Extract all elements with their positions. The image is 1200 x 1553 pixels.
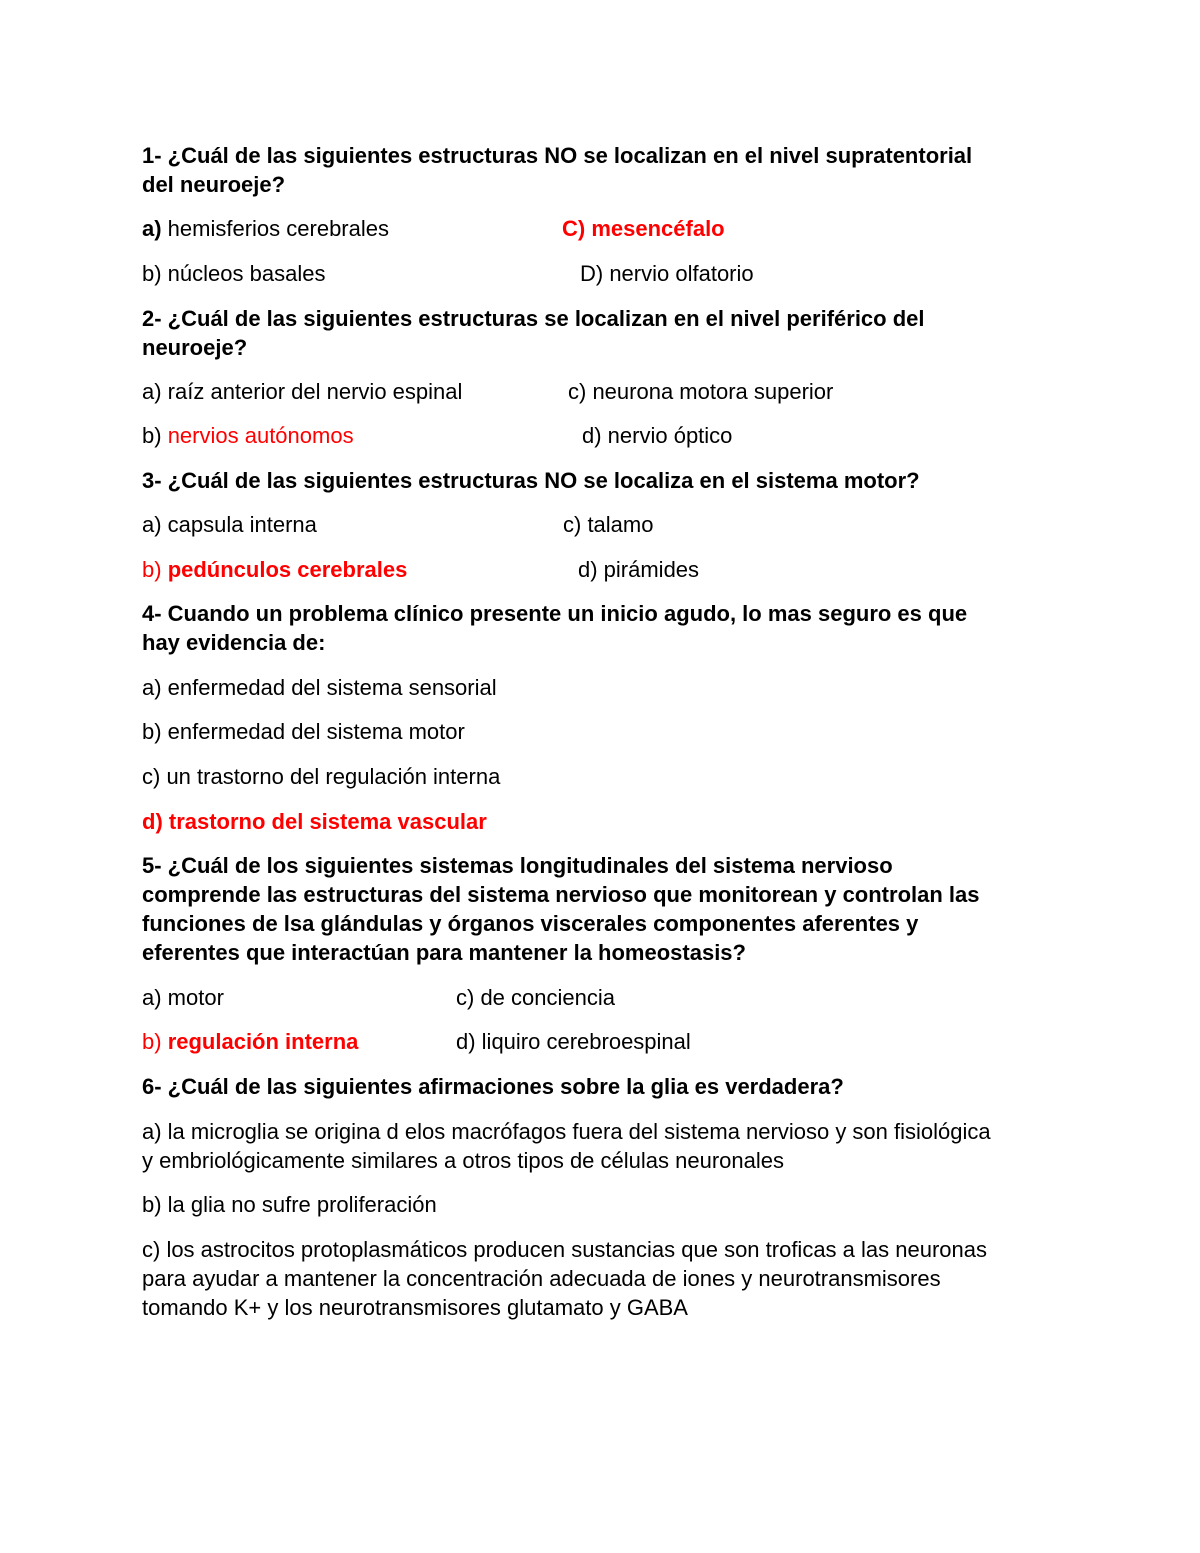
question-5-option-b-prefix: b) bbox=[142, 1029, 168, 1054]
question-3-option-b-prefix: b) bbox=[142, 557, 168, 582]
question-1-option-a-text: hemisferios cerebrales bbox=[161, 216, 389, 241]
question-2-option-a: a) raíz anterior del nervio espinal bbox=[142, 379, 463, 404]
question-2-option-b-answer: nervios autónomos bbox=[167, 423, 354, 448]
question-1-option-b: b) núcleos basales bbox=[142, 261, 326, 286]
question-3-option-b bbox=[142, 555, 407, 584]
question-4-title-line-2: hay evidencia de: bbox=[142, 630, 326, 655]
question-5-title-line-3: funciones de lsa glándulas y órganos viscerales componentes aferentes y bbox=[142, 911, 919, 936]
question-5-option-b-answer: regulación interna bbox=[167, 1029, 359, 1054]
question-2-option-c: c) neurona motora superior bbox=[568, 379, 834, 404]
question-6-option-a-line-2: y embriológicamente similares a otros tipos de células neuronales bbox=[142, 1148, 784, 1173]
question-5-title-line-1: 5- ¿Cuál de los siguientes sistemas longitudinales del sistema nervioso bbox=[142, 853, 893, 878]
question-2-option-b-prefix: b) bbox=[142, 423, 168, 448]
question-4-title-line-1: 4- Cuando un problema clínico presente un inicio agudo, lo mas seguro es que bbox=[142, 601, 968, 626]
question-5-title-line-4: eferentes que interactúan para mantener la homeostasis? bbox=[142, 940, 746, 965]
question-4-option-c: c) un trastorno del regulación interna bbox=[142, 764, 501, 789]
question-5-option-a: a) motor bbox=[142, 985, 224, 1010]
question-4-option-b: b) enfermedad del sistema motor bbox=[142, 719, 465, 744]
question-2-option-b bbox=[142, 421, 354, 450]
question-5-option-c: c) de conciencia bbox=[456, 985, 615, 1010]
question-6-option-c-line-2: para ayudar a mantener la concentración adecuada de iones y neurotransmisores bbox=[142, 1266, 941, 1291]
question-5-option-b bbox=[142, 1027, 358, 1056]
question-2-option-d: d) nervio óptico bbox=[582, 423, 733, 448]
question-6-option-b: b) la glia no sufre proliferación bbox=[142, 1192, 437, 1217]
question-1-option-d: D) nervio olfatorio bbox=[580, 261, 754, 286]
question-5-title-line-2: comprende las estructuras del sistema nervioso que monitorean y controlan las bbox=[142, 882, 980, 907]
question-3-option-a: a) capsula interna bbox=[142, 512, 317, 537]
question-3-title: 3- ¿Cuál de las siguientes estructuras NO se localiza en el sistema motor? bbox=[142, 468, 920, 493]
question-5-option-d: d) liquiro cerebroespinal bbox=[456, 1029, 691, 1054]
question-3-option-c: c) talamo bbox=[563, 512, 654, 537]
question-4-option-a: a) enfermedad del sistema sensorial bbox=[142, 675, 497, 700]
question-2-title-line-1: 2- ¿Cuál de las siguientes estructuras se localizan en el nivel periférico del bbox=[142, 306, 925, 331]
question-1-option-a-prefix: a) bbox=[142, 216, 162, 241]
question-6-option-c-line-1: c) los astrocitos protoplasmáticos producen sustancias que son troficas a las neuronas bbox=[142, 1237, 987, 1262]
question-2-title-line-2: neuroeje? bbox=[142, 335, 248, 360]
question-1-option-c-answer: C) mesencéfalo bbox=[562, 216, 725, 241]
question-1-title-line-2: del neuroeje? bbox=[142, 172, 286, 197]
question-4-option-d-answer: d) trastorno del sistema vascular bbox=[142, 809, 487, 834]
question-1-option-a bbox=[142, 214, 389, 243]
question-1-title-line-1: 1- ¿Cuál de las siguientes estructuras NO se localizan en el nivel supratentorial bbox=[142, 143, 973, 168]
question-3-option-b-answer: pedúnculos cerebrales bbox=[167, 557, 408, 582]
question-6-title: 6- ¿Cuál de las siguientes afirmaciones sobre la glia es verdadera? bbox=[142, 1074, 844, 1099]
question-6-option-a-line-1: a) la microglia se origina d elos macrófagos fuera del sistema nervioso y son fisiológica bbox=[142, 1119, 991, 1144]
question-6-option-c-line-3: tomando K+ y los neurotransmisores glutamato y GABA bbox=[142, 1295, 688, 1320]
question-3-option-d: d) pirámides bbox=[578, 557, 700, 582]
